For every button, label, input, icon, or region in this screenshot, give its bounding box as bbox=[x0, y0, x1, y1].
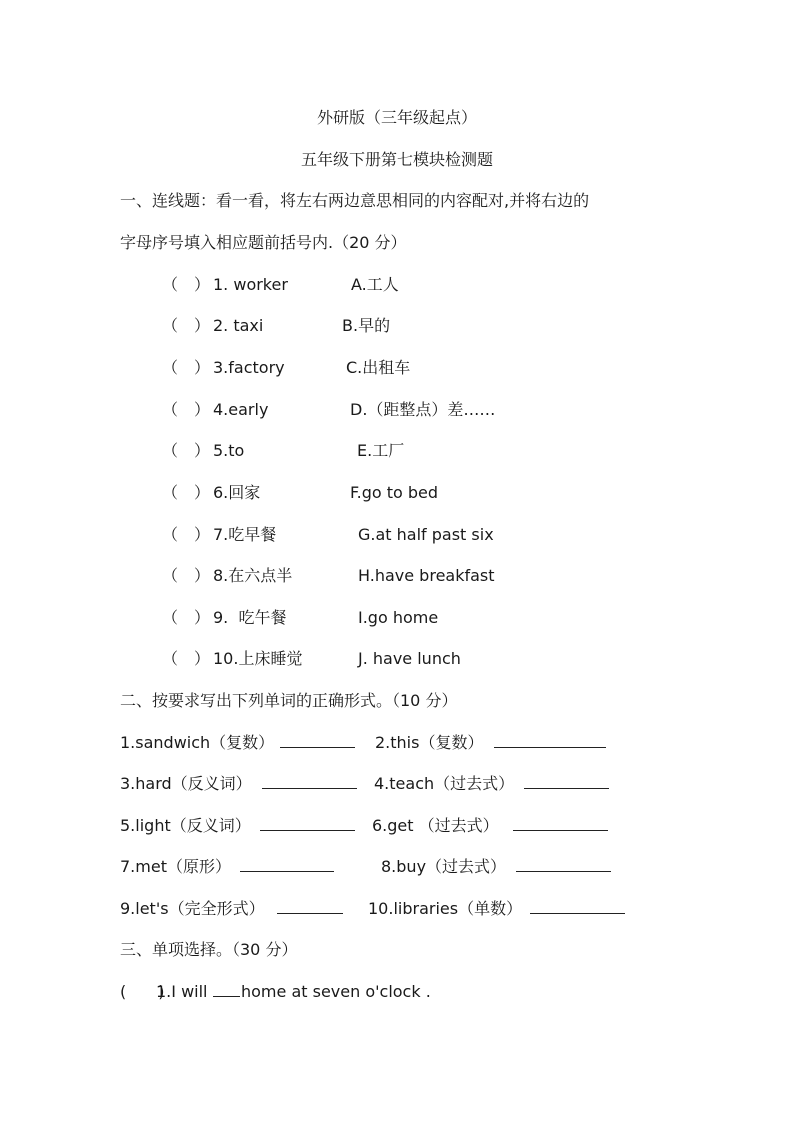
item-left: 8.在六点半 bbox=[213, 566, 293, 585]
answer-paren[interactable]: （ ） bbox=[162, 649, 211, 668]
item-right: D.（距整点）差…… bbox=[350, 400, 496, 419]
item-left: 2. taxi bbox=[213, 316, 264, 335]
section1-heading-line1: 一、连线题：看一看，将左右两边意思相同的内容配对,并将右边的 bbox=[120, 191, 590, 210]
answer-blank[interactable] bbox=[260, 816, 355, 831]
answer-blank[interactable] bbox=[213, 982, 240, 997]
item-left: 1. worker bbox=[213, 275, 288, 294]
item-left: 4.early bbox=[213, 400, 269, 419]
answer-blank[interactable] bbox=[530, 899, 625, 914]
question-label: 4.teach（过去式） bbox=[374, 774, 515, 793]
question-label: 6.get （过去式） bbox=[372, 816, 499, 835]
answer-blank[interactable] bbox=[516, 857, 611, 872]
item-left: 7.吃早餐 bbox=[213, 525, 277, 544]
section1-heading-line2: 字母序号填入相应题前括号内.（20 分） bbox=[120, 233, 407, 252]
item-right: F.go to bed bbox=[350, 483, 439, 502]
page-title: 五年级下册第七模块检测题 bbox=[300, 150, 493, 169]
item-right: H.have breakfast bbox=[358, 566, 495, 585]
answer-blank[interactable] bbox=[240, 857, 334, 872]
publisher-title: 外研版（三年级起点） bbox=[316, 108, 477, 127]
answer-paren[interactable]: （ ） bbox=[162, 525, 211, 544]
item-right: A.工人 bbox=[351, 275, 399, 294]
answer-paren[interactable]: （ ） bbox=[162, 483, 211, 502]
item-right: G.at half past six bbox=[358, 525, 494, 544]
question-label: 7.met（原形） bbox=[120, 857, 231, 876]
question-label: 10.libraries（单数） bbox=[368, 899, 523, 918]
answer-paren[interactable]: （ ） bbox=[162, 608, 211, 627]
answer-blank[interactable] bbox=[524, 774, 609, 789]
answer-blank[interactable] bbox=[513, 816, 608, 831]
question-text: 1.I will bbox=[156, 982, 213, 1001]
question-label: 9.let's（完全形式） bbox=[120, 899, 265, 918]
item-left: 10.上床睡觉 bbox=[213, 649, 303, 668]
question-label: 5.light（反义词） bbox=[120, 816, 251, 835]
item-left: 5.to bbox=[213, 441, 245, 460]
question-text: home at seven o'clock . bbox=[241, 982, 431, 1001]
section2-heading: 二、按要求写出下列单词的正确形式。（10 分） bbox=[120, 691, 458, 710]
question-label: 1.sandwich（复数） bbox=[120, 733, 275, 752]
item-left: 9. 吃午餐 bbox=[213, 608, 287, 627]
question-label: 8.buy（过去式） bbox=[381, 857, 507, 876]
item-left: 3.factory bbox=[213, 358, 285, 377]
answer-paren[interactable]: （ ） bbox=[162, 316, 211, 335]
item-right: B.早的 bbox=[342, 316, 391, 335]
answer-blank[interactable] bbox=[280, 733, 355, 748]
answer-paren[interactable]: （ ） bbox=[162, 441, 211, 460]
answer-paren[interactable]: ( ) bbox=[120, 982, 165, 1001]
answer-blank[interactable] bbox=[262, 774, 357, 789]
answer-blank[interactable] bbox=[277, 899, 343, 914]
item-left: 6.回家 bbox=[213, 483, 261, 502]
item-right: I.go home bbox=[358, 608, 439, 627]
question-label: 2.this（复数） bbox=[375, 733, 484, 752]
item-right: E.工厂 bbox=[357, 441, 405, 460]
item-right: C.出租车 bbox=[346, 358, 411, 377]
section3-heading: 三、单项选择。（30 分） bbox=[120, 940, 298, 959]
answer-blank[interactable] bbox=[494, 733, 606, 748]
answer-paren[interactable]: （ ） bbox=[162, 275, 211, 294]
question-label: 3.hard（反义词） bbox=[120, 774, 252, 793]
answer-paren[interactable]: （ ） bbox=[162, 358, 211, 377]
answer-paren[interactable]: （ ） bbox=[162, 400, 211, 419]
answer-paren[interactable]: （ ） bbox=[162, 566, 211, 585]
item-right: J. have lunch bbox=[358, 649, 461, 668]
